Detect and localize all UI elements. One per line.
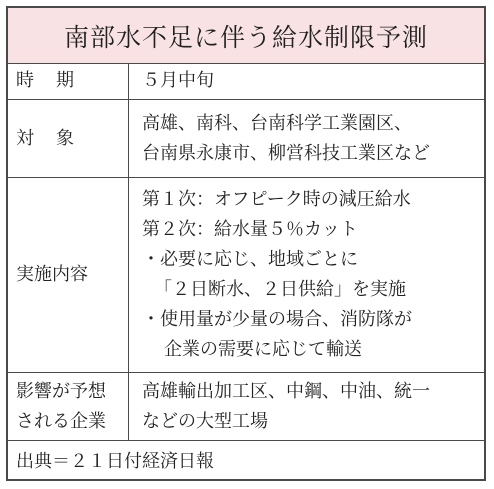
- content-line: 企業の需要に応じて輸送: [164, 339, 362, 360]
- target-label: 対 象: [8, 100, 129, 177]
- period-value: [129, 63, 484, 99]
- source-note: 出典＝２１日付経済日報: [16, 451, 214, 472]
- info-table: [6, 6, 486, 481]
- table-title: 南部水不足に伴う給水制限予測: [8, 8, 484, 64]
- target-line: 台南県永康市、柳営科技工業区など: [142, 142, 430, 164]
- impact-label-line: される企業: [16, 410, 106, 432]
- content-line: ・使用量が少量の場合、消防隊が: [142, 309, 412, 330]
- content-label: 実施内容: [8, 178, 129, 372]
- content-line: 第１次：オフピーク時の減圧給水: [142, 189, 411, 210]
- impact-label: [8, 373, 129, 440]
- target-value: [129, 100, 484, 177]
- content-line: ・必要に応じ、地域ごとに: [142, 249, 358, 270]
- impact-value: [129, 373, 484, 440]
- content-row: [8, 178, 484, 373]
- impact-row: [8, 373, 484, 441]
- target-row: [8, 100, 484, 178]
- target-line: 高雄、南科、台南科学工業園区、: [142, 112, 412, 134]
- impact-label-line: 影響が予想: [16, 380, 106, 402]
- period-row: [8, 63, 484, 100]
- period-label: 時 期: [8, 63, 129, 99]
- impact-line: 高雄輸出加工区、中鋼、中油、統一: [142, 380, 430, 402]
- impact-line: などの大型工場: [142, 410, 268, 432]
- content-line: 第２次：給水量５％カット: [142, 219, 358, 240]
- content-line: 「２日断水、２日供給」を実施: [154, 279, 406, 300]
- period-value-text: ５月中旬: [142, 70, 214, 91]
- content-value: [129, 178, 484, 372]
